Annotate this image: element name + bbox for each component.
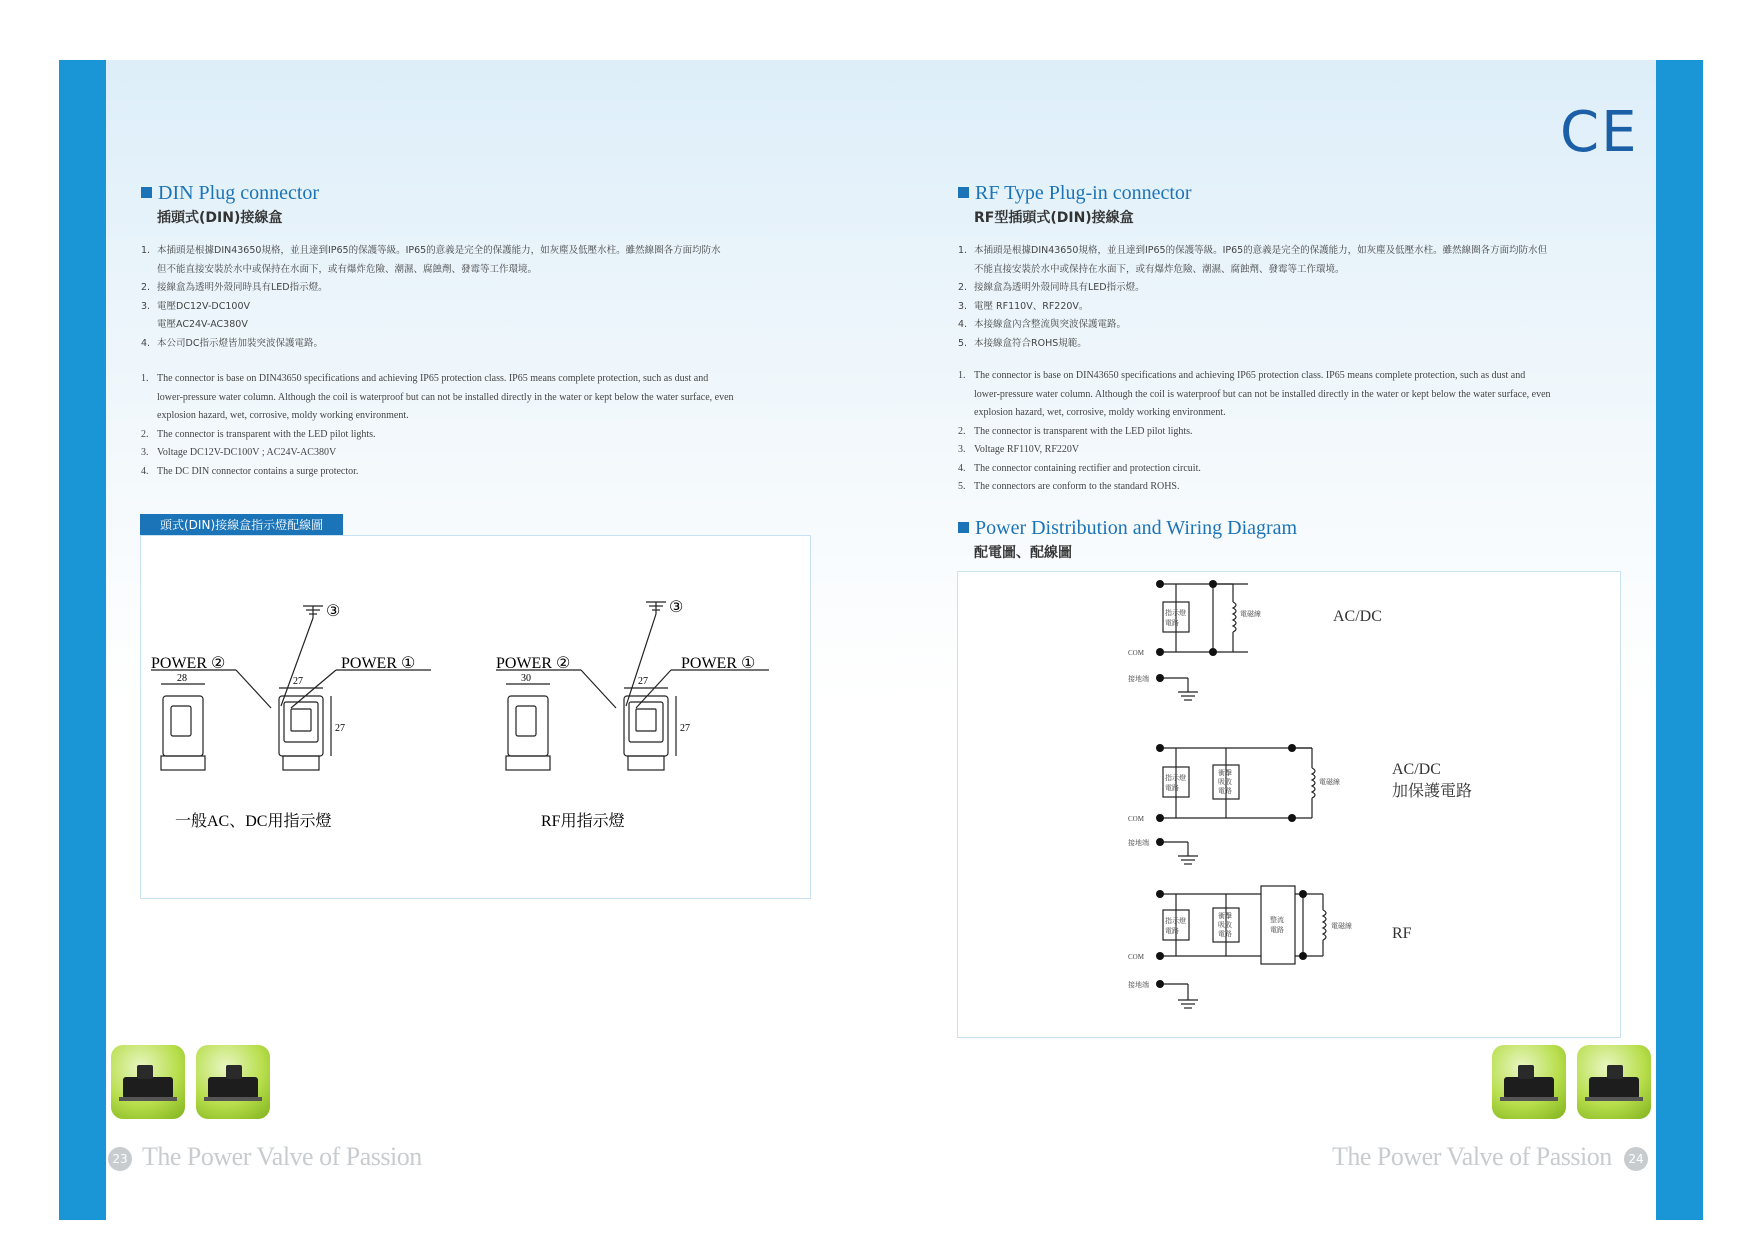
width-dim-a: 28 (177, 673, 187, 684)
svg-text:吸收: 吸收 (1218, 921, 1232, 929)
rf-plug-title: RF Type Plug-in connector (958, 182, 1192, 205)
title-bullet-icon (958, 187, 969, 198)
circuit-label-rf: RF (1392, 925, 1412, 942)
list-item: 2. The connector is transparent with the LED pilot lights. (141, 428, 376, 440)
center-dim-b: 27 (638, 676, 648, 687)
list-item: 5. The connectors are conform to the standard ROHS. (958, 481, 1180, 492)
list-item: 3. Voltage DC12V-DC100V ; AC24V-AC380V (141, 447, 337, 458)
list-item: 3. 電壓 RF110V、RF220V。 (958, 300, 1089, 312)
list-item: 3. Voltage RF110V, RF220V (958, 444, 1080, 455)
left-english-list (141, 370, 821, 481)
surge-label-2: 衝擊 (1218, 769, 1232, 777)
com-label-1: COM (1128, 649, 1144, 657)
title-bullet-icon (958, 522, 969, 533)
svg-text:電路: 電路 (1165, 784, 1179, 792)
svg-text:電路: 電路 (1218, 787, 1232, 795)
circuit-label-acdc-protect: AC/DC (1392, 761, 1441, 778)
din-plug-title: DIN Plug connector (141, 182, 319, 205)
caption-ac-dc: 一般AC、DC用指示燈 (175, 813, 332, 830)
power1-label-b: POWER ① (681, 655, 756, 672)
list-item: 4. 本接線盒內含整流與突波保護電路。 (958, 319, 1127, 330)
surge-label-3: 衝擊 (1218, 912, 1232, 920)
list-item: 1. 本插頭是根據DIN43650規格，並且達到IP65的保護等級。IP65的意義是完全的保護能力，如灰塵及低壓水柱。雖然線圈各方面均防水但 不能直接安裝於水中或保持在水面下，或有爆炸危險、潮濕、腐蝕劑、發霉等工作環境。 (958, 245, 1548, 275)
valve-thumbnail-4 (1577, 1045, 1651, 1119)
right-edge-bar (1656, 60, 1703, 1220)
ground-label-2: 接地端 (1128, 839, 1149, 847)
ground-label-b: ③ (669, 599, 684, 616)
rf-plug-subtitle: RF型插頭式(DIN)接線盒 (974, 210, 1134, 226)
svg-text:吸收: 吸收 (1218, 778, 1232, 786)
height-dim-a: 27 (335, 723, 345, 734)
caption-rf: RF用指示燈 (541, 813, 625, 830)
coil-label-2: 電磁線 (1319, 778, 1340, 786)
valve-thumbnail-2 (196, 1045, 270, 1119)
valve-thumbnail-3 (1492, 1045, 1566, 1119)
svg-text:電路: 電路 (1270, 926, 1284, 934)
page-number-right: 24 (1624, 1147, 1648, 1171)
indicator-label-2: 指示燈 (1165, 774, 1186, 782)
left-edge-bar (59, 60, 106, 1220)
list-item: 2. The connector is transparent with the LED pilot lights. (958, 425, 1193, 437)
diagram-tag: 頭式(DIN)接線盒指示燈配線圖 (140, 514, 343, 535)
ground-label-a: ③ (326, 603, 341, 620)
coil-label-3: 電磁線 (1331, 922, 1352, 930)
valve-thumbnail-1 (111, 1045, 185, 1119)
right-english-list (958, 367, 1638, 497)
list-item: 3. 電壓DC12V-DC100V 電壓AC24V-AC380V (141, 300, 250, 330)
circuit-label-protect: 加保護電路 (1392, 783, 1473, 800)
list-item: 4. The connector containing rectifier and protection circuit. (958, 462, 1201, 474)
connector-diagram-box (140, 535, 811, 899)
list-item: 4. 本公司DC指示燈皆加裝突波保護電路。 (141, 337, 323, 349)
height-dim-b: 27 (680, 723, 690, 734)
com-label-3: COM (1128, 953, 1144, 961)
wiring-diagram (958, 572, 1620, 1037)
width-dim-b: 30 (521, 673, 531, 684)
right-chinese-list (958, 242, 1628, 353)
circuit-label-acdc: AC/DC (1333, 608, 1382, 625)
rectifier-label-3: 整流 (1270, 916, 1284, 924)
din-plug-subtitle: 插頭式(DIN)接線盒 (157, 210, 283, 226)
ground-label-3: 接地端 (1128, 981, 1149, 989)
indicator-label-3: 指示燈 (1165, 917, 1186, 925)
list-item: 4. The DC DIN connector contains a surge protector. (141, 465, 359, 477)
list-item: 1. The connector is base on DIN43650 specifications and achieving IP65 protection class. IP65 means complete protection, such as dust and lower-pressure water column. Although the coil is waterproof but can not be installed directly in the water or kept below the water surface, even explosion hazard, wet, corrosive, moldy working environment. (141, 373, 734, 421)
coil-label-1: 電磁線 (1240, 610, 1261, 618)
left-chinese-list (141, 242, 811, 353)
svg-text:電路: 電路 (1165, 619, 1179, 627)
wiring-section-title: Power Distribution and Wiring Diagram (958, 517, 1297, 540)
list-item: 2. 接線盒為透明外殼同時具有LED指示燈。 (141, 282, 328, 293)
footer-slogan-left: The Power Valve of Passion (142, 1142, 422, 1171)
page-number-left: 23 (108, 1147, 132, 1171)
list-item: 1. 本插頭是根據DIN43650規格，並且達到IP65的保護等級。IP65的意義是完全的保護能力，如灰塵及低壓水柱。雖然線圈各方面均防水 但不能直接安裝於水中或保持在水面下，或有爆炸危險、潮濕、腐蝕劑、發霉等工作環境。 (141, 245, 721, 275)
connector-diagram (141, 536, 810, 898)
footer-slogan-right: The Power Valve of Passion (1332, 1142, 1612, 1171)
ground-label-1: 接地端 (1128, 675, 1149, 683)
power2-label-b: POWER ② (496, 655, 571, 672)
wiring-section-subtitle: 配電圖、配線圖 (974, 545, 1072, 561)
ce-mark: CE (1560, 100, 1639, 165)
wiring-diagram-box (957, 571, 1621, 1038)
center-dim-a: 27 (293, 676, 303, 687)
svg-text:電路: 電路 (1165, 927, 1179, 935)
power1-label-a: POWER ① (341, 655, 416, 672)
indicator-label-1: 指示燈 (1165, 609, 1186, 617)
list-item: 2. 接線盒為透明外殼同時具有LED指示燈。 (958, 282, 1145, 293)
com-label-2: COM (1128, 815, 1144, 823)
title-bullet-icon (141, 187, 152, 198)
svg-text:電路: 電路 (1218, 930, 1232, 938)
list-item: 5. 本接線盒符合ROHS規範。 (958, 337, 1087, 349)
power2-label-a: POWER ② (151, 655, 226, 672)
list-item: 1. The connector is base on DIN43650 specifications and achieving IP65 protection class. IP65 means complete protection, such as dust and lower-pressure water column. Although the coil is waterproof but can not be installed directly in the water or kept below the water surface, even explosion hazard, wet, corrosive, moldy working environment. (958, 370, 1551, 418)
